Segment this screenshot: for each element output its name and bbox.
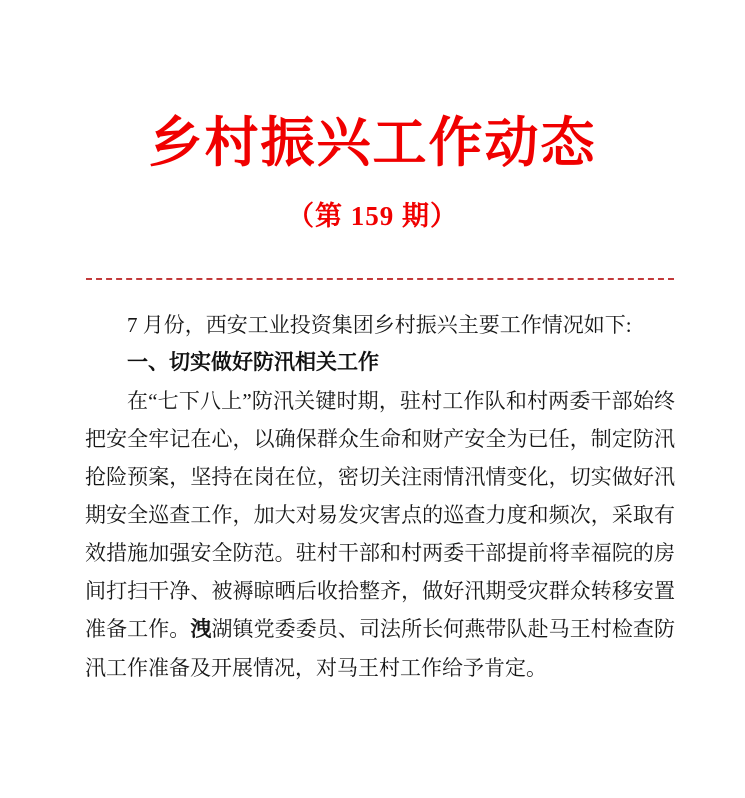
paragraph-text-part2: 湖镇党委委员、司法所长何燕带队赴马王村检查防汛工作准备及开展情况，对马王村工作给予肯定。: [85, 617, 676, 681]
issue-number: （第 159 期）: [287, 201, 458, 232]
paragraph-bold-char: 洩: [190, 618, 212, 642]
paragraph-text-part1: 在“七下八上”防汛关键时期，驻村工作队和村两委干部始终把安全牢记在心，以确保群众生命和财产安全为已任，制定防汛抢险预案，坚持在岗在位，密切关注雨情汛情变化，切实做好汛期安全巡查工作，加大对易发灾害点的巡查力度和频次，采取有效措施加强安全防范。驻村干部和村两委干部提前将幸福院的房间打扫干净、被褥晾晒后收拾整齐，做好汛期受灾群众转移安置准备工作。: [85, 389, 675, 642]
document-title: 乡村振兴工作动态: [148, 113, 597, 173]
intro-paragraph: 7 月份，西安工业投资集团乡村振兴主要工作情况如下:: [127, 313, 632, 338]
body-paragraph: [85, 382, 675, 687]
document-body: [85, 306, 675, 687]
dashed-separator: [86, 278, 674, 280]
section-heading: 一、切实做好防汛相关工作: [127, 351, 379, 375]
